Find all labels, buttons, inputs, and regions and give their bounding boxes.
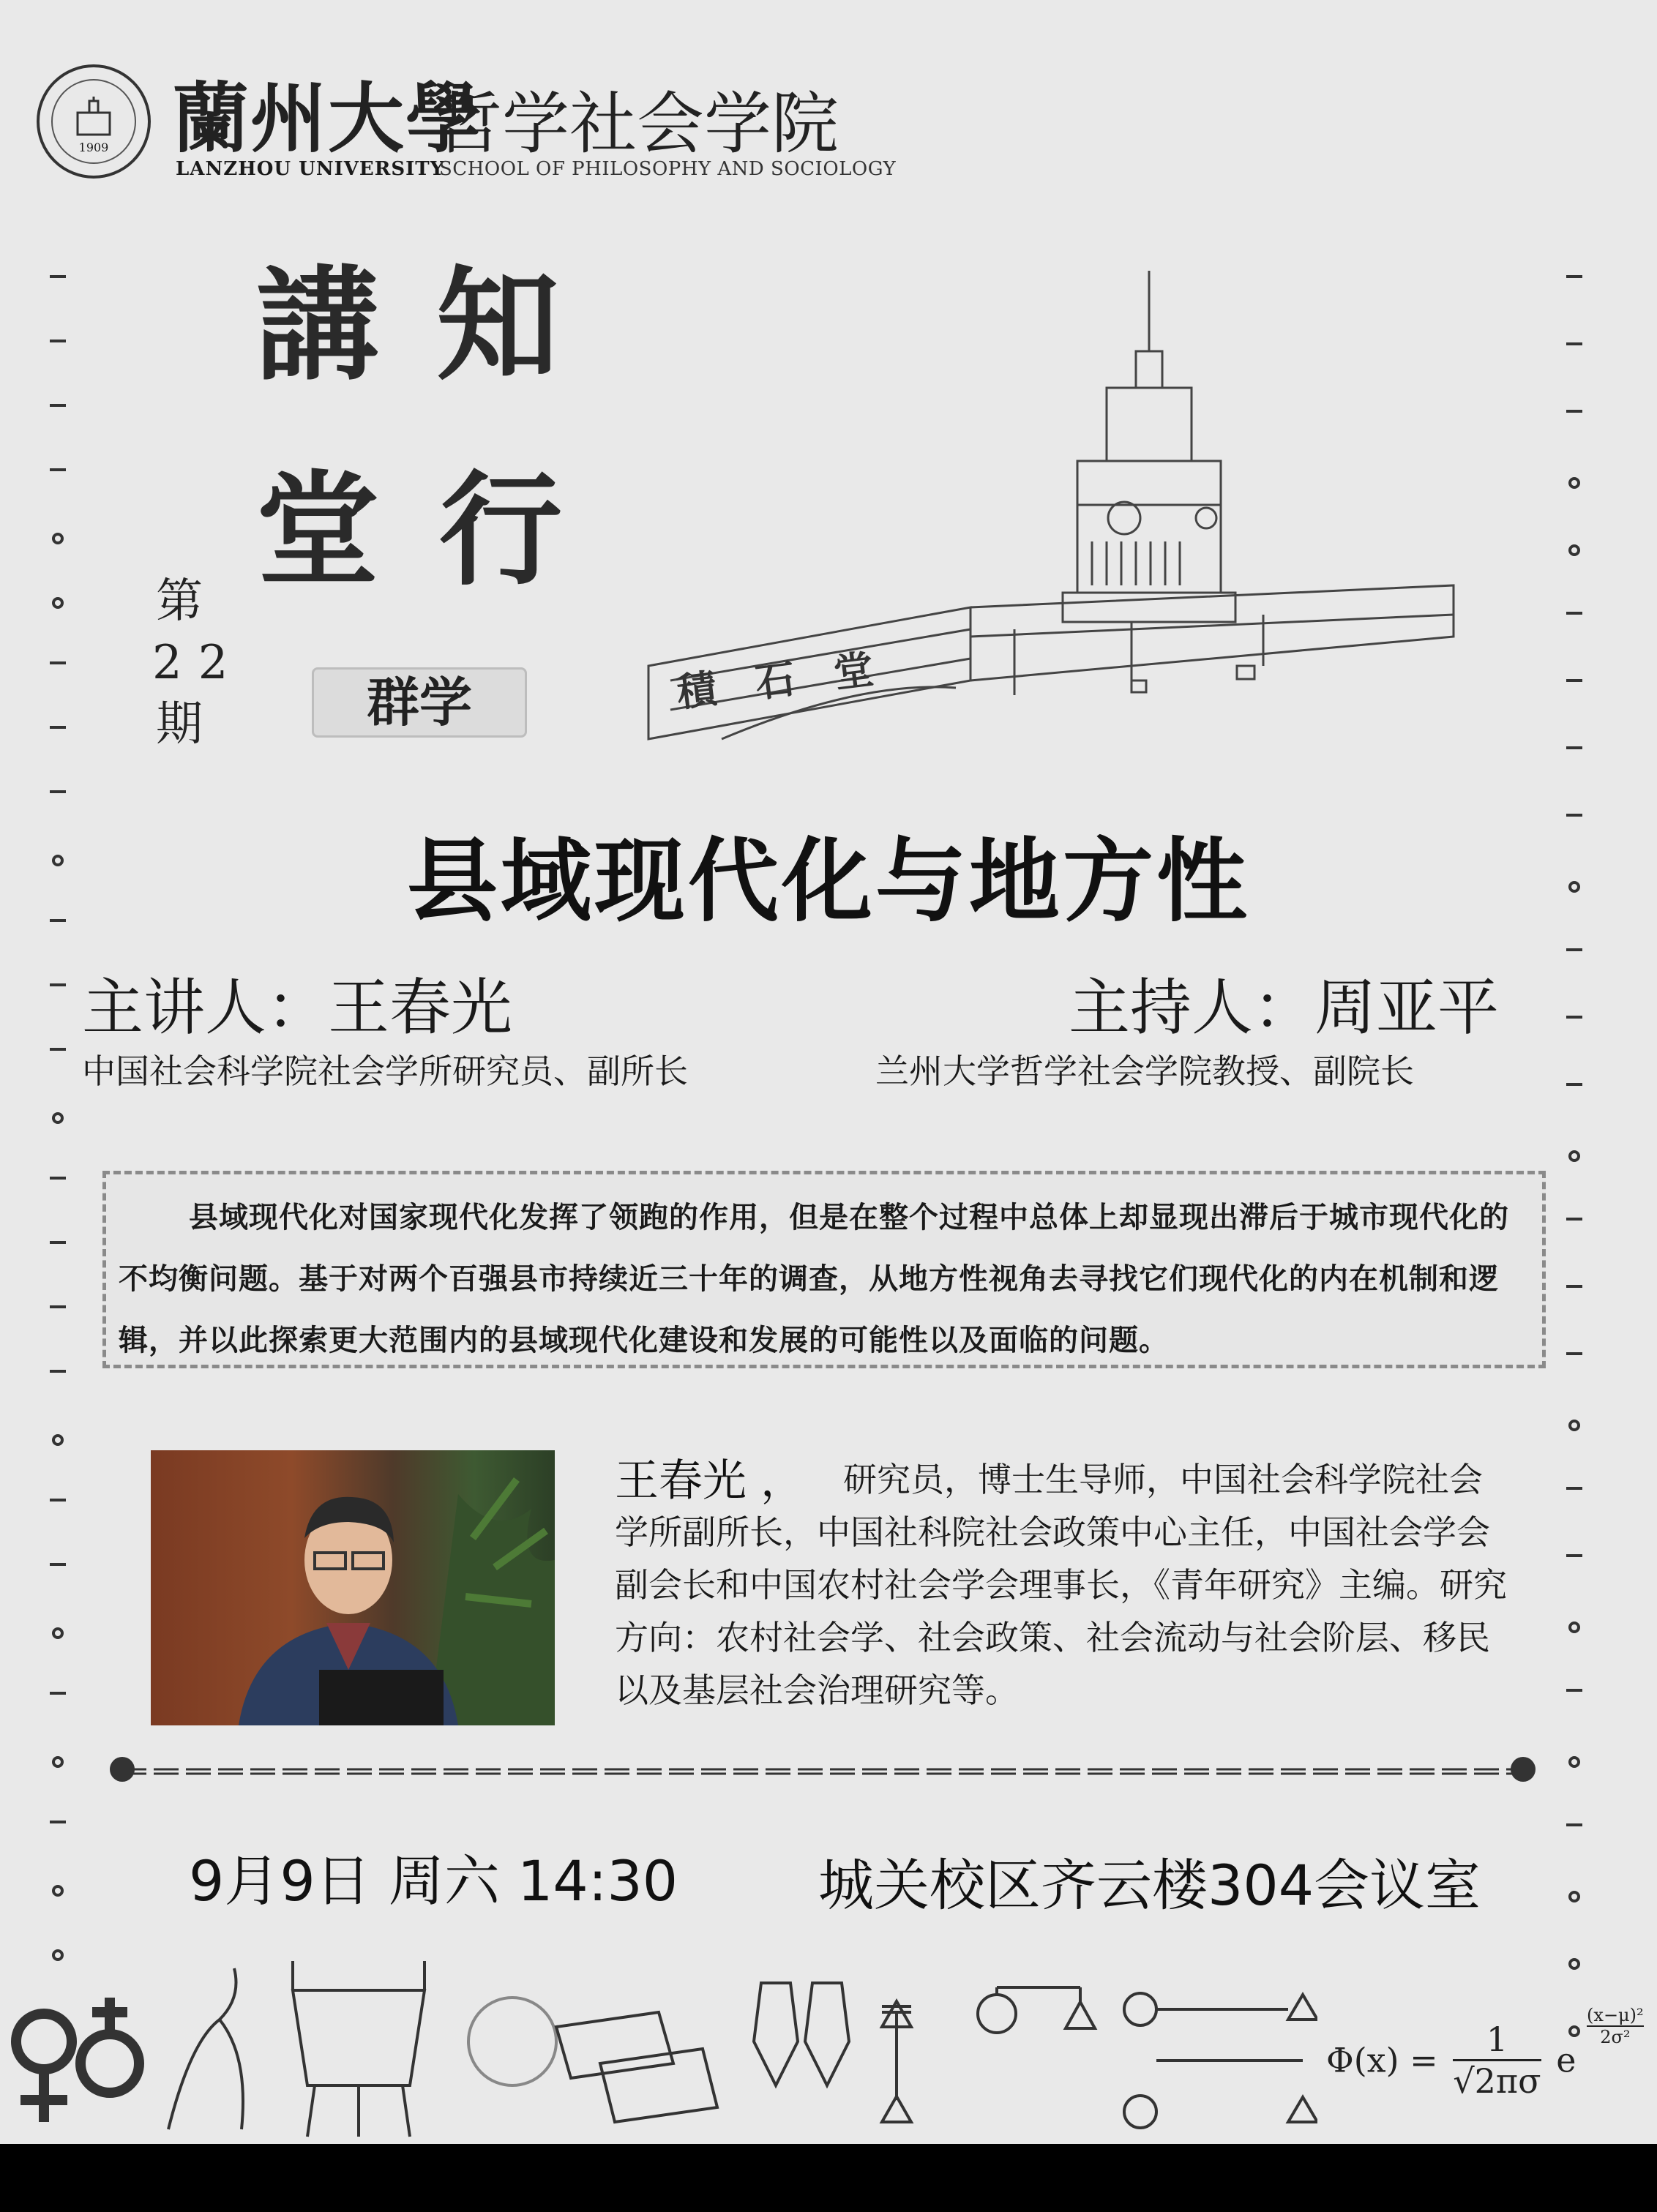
side-circle-mark [1568,477,1580,489]
normal-distribution-formula [1326,2005,1644,2101]
formula-exp-denominator: 2σ² [1600,2027,1631,2047]
speaker-photo [151,1450,555,1725]
host-title: 兰州大学哲学社会学院教授、副院长 [875,1051,1414,1091]
side-dash-mark [50,1048,66,1051]
side-dash-mark [50,404,66,407]
side-dash-mark [50,1499,66,1501]
side-dash-mark [50,1177,66,1180]
side-dash-mark [1566,1016,1582,1019]
bio-name: 王春光 ， [615,1455,805,1507]
side-circle-mark [52,597,64,609]
side-circle-mark [1568,1958,1580,1970]
side-dash-mark [50,1692,66,1695]
side-dash-mark [1566,1218,1582,1221]
speaker-portrait-illustration [151,1450,555,1725]
side-dash-mark [1566,948,1582,951]
side-circle-mark [52,1434,64,1446]
formula-denominator: √2πσ [1453,2061,1541,2101]
side-dash-mark [1566,342,1582,345]
side-dash-mark [1566,1352,1582,1355]
speaker-label: 主讲人：王春光 [82,972,513,1043]
side-circle-mark [52,1756,64,1768]
university-name-cn: 蘭州大學 [173,73,484,163]
school-name-en: SCHOOL OF PHILOSOPHY AND SOCIOLOGY [439,158,897,180]
host-label: 主持人：周亚平 [1069,972,1500,1043]
side-dash-mark [1566,612,1582,615]
side-dash-mark [50,1370,66,1373]
calligraphy-char-4: 行 [439,457,562,602]
side-dash-mark [1566,275,1582,278]
building-sign: 積石堂 [674,640,916,716]
side-dash-mark [50,468,66,471]
issue-number [139,571,244,755]
abstract-text: 县域现代化对国家现代化发挥了领跑的作用，但是在整个过程中总体上却显现出滞后于城市现代化的不均衡问题。基于对两个百强县市持续近三十年的调查，从地方性视角去寻找它们现代化的内在机制和逻辑，并以此探索更大范围内的县域现代化建设和发展的可能性以及面临的问题。 [119,1201,1509,1357]
side-dash-mark [50,340,66,342]
seal-building-icon [72,97,116,139]
side-dash-mark [1566,1285,1582,1288]
calligraphy-char-3: 堂 [256,457,379,602]
side-dash-mark [1566,1689,1582,1692]
side-dash-mark [50,275,66,278]
divider-line [121,1765,1522,1774]
university-seal [37,64,151,179]
side-dash-mark [1566,1083,1582,1086]
formula-lhs: Φ(x) = [1326,2040,1438,2080]
side-dash-mark [50,983,66,986]
lecture-title: 县域现代化与地方性 [406,829,1250,934]
formula-exp-numerator: (x−μ)² [1587,2005,1644,2025]
side-dash-mark [1566,679,1582,682]
side-circle-mark [52,533,64,544]
side-circle-mark [1568,1420,1580,1431]
event-venue: 城关校区齐云楼304会议室 [818,1853,1481,1918]
series-scroll-label: 群学 [312,667,527,738]
side-dash-mark [1566,1554,1582,1557]
event-datetime: 9月9日 周六 14:30 [189,1848,678,1913]
school-name-cn: 哲学社会学院 [435,85,839,163]
university-name-en: LANZHOU UNIVERSITY [176,158,445,180]
formula-numerator: 1 [1453,2020,1541,2061]
footer-decoration-strip [0,1939,1317,2144]
side-dash-mark [50,661,66,664]
side-dash-mark [50,726,66,729]
issue-prefix: 第 [156,574,203,629]
bottom-black-strip [0,2144,1657,2212]
issue-suffix: 期 [156,697,203,751]
side-circle-mark [1568,1891,1580,1902]
bio-text: 研究员，博士生导师，中国社会科学院社会学所副所长，中国社科院社会政策中心主任，中国社会学会副会长和中国农村社会学会理事长，《青年研究》主编。研究方向：农村社会学、社会政策、社会流动与社会阶层、移民以及基层社会治理研究等。 [615,1460,1507,1710]
side-circle-mark [52,1112,64,1124]
side-dash-mark [1566,1823,1582,1826]
side-dash-mark [50,790,66,793]
side-circle-mark [52,1885,64,1897]
side-circle-mark [1568,544,1580,556]
calligraphy-char-1: 講 [256,252,379,397]
side-dash-mark [1566,410,1582,413]
side-circle-mark [1568,1756,1580,1768]
side-dash-mark [50,1821,66,1823]
calligraphy-char-2: 知 [436,252,559,397]
side-dash-mark [50,1241,66,1244]
side-dash-mark [50,1563,66,1566]
side-circle-mark [52,1627,64,1639]
side-circle-mark [1568,1621,1580,1633]
speaker-title: 中国社会科学院社会学所研究员、副所长 [82,1051,688,1091]
divider-dot-right [1511,1757,1536,1782]
side-dash-mark [50,1305,66,1308]
formula-e: e [1556,2040,1576,2080]
side-circle-mark [1568,1150,1580,1162]
side-dash-mark [1566,746,1582,749]
issue-value: 22 [152,636,244,690]
seal-year: 1909 [78,140,109,154]
side-dash-mark [1566,1487,1582,1490]
